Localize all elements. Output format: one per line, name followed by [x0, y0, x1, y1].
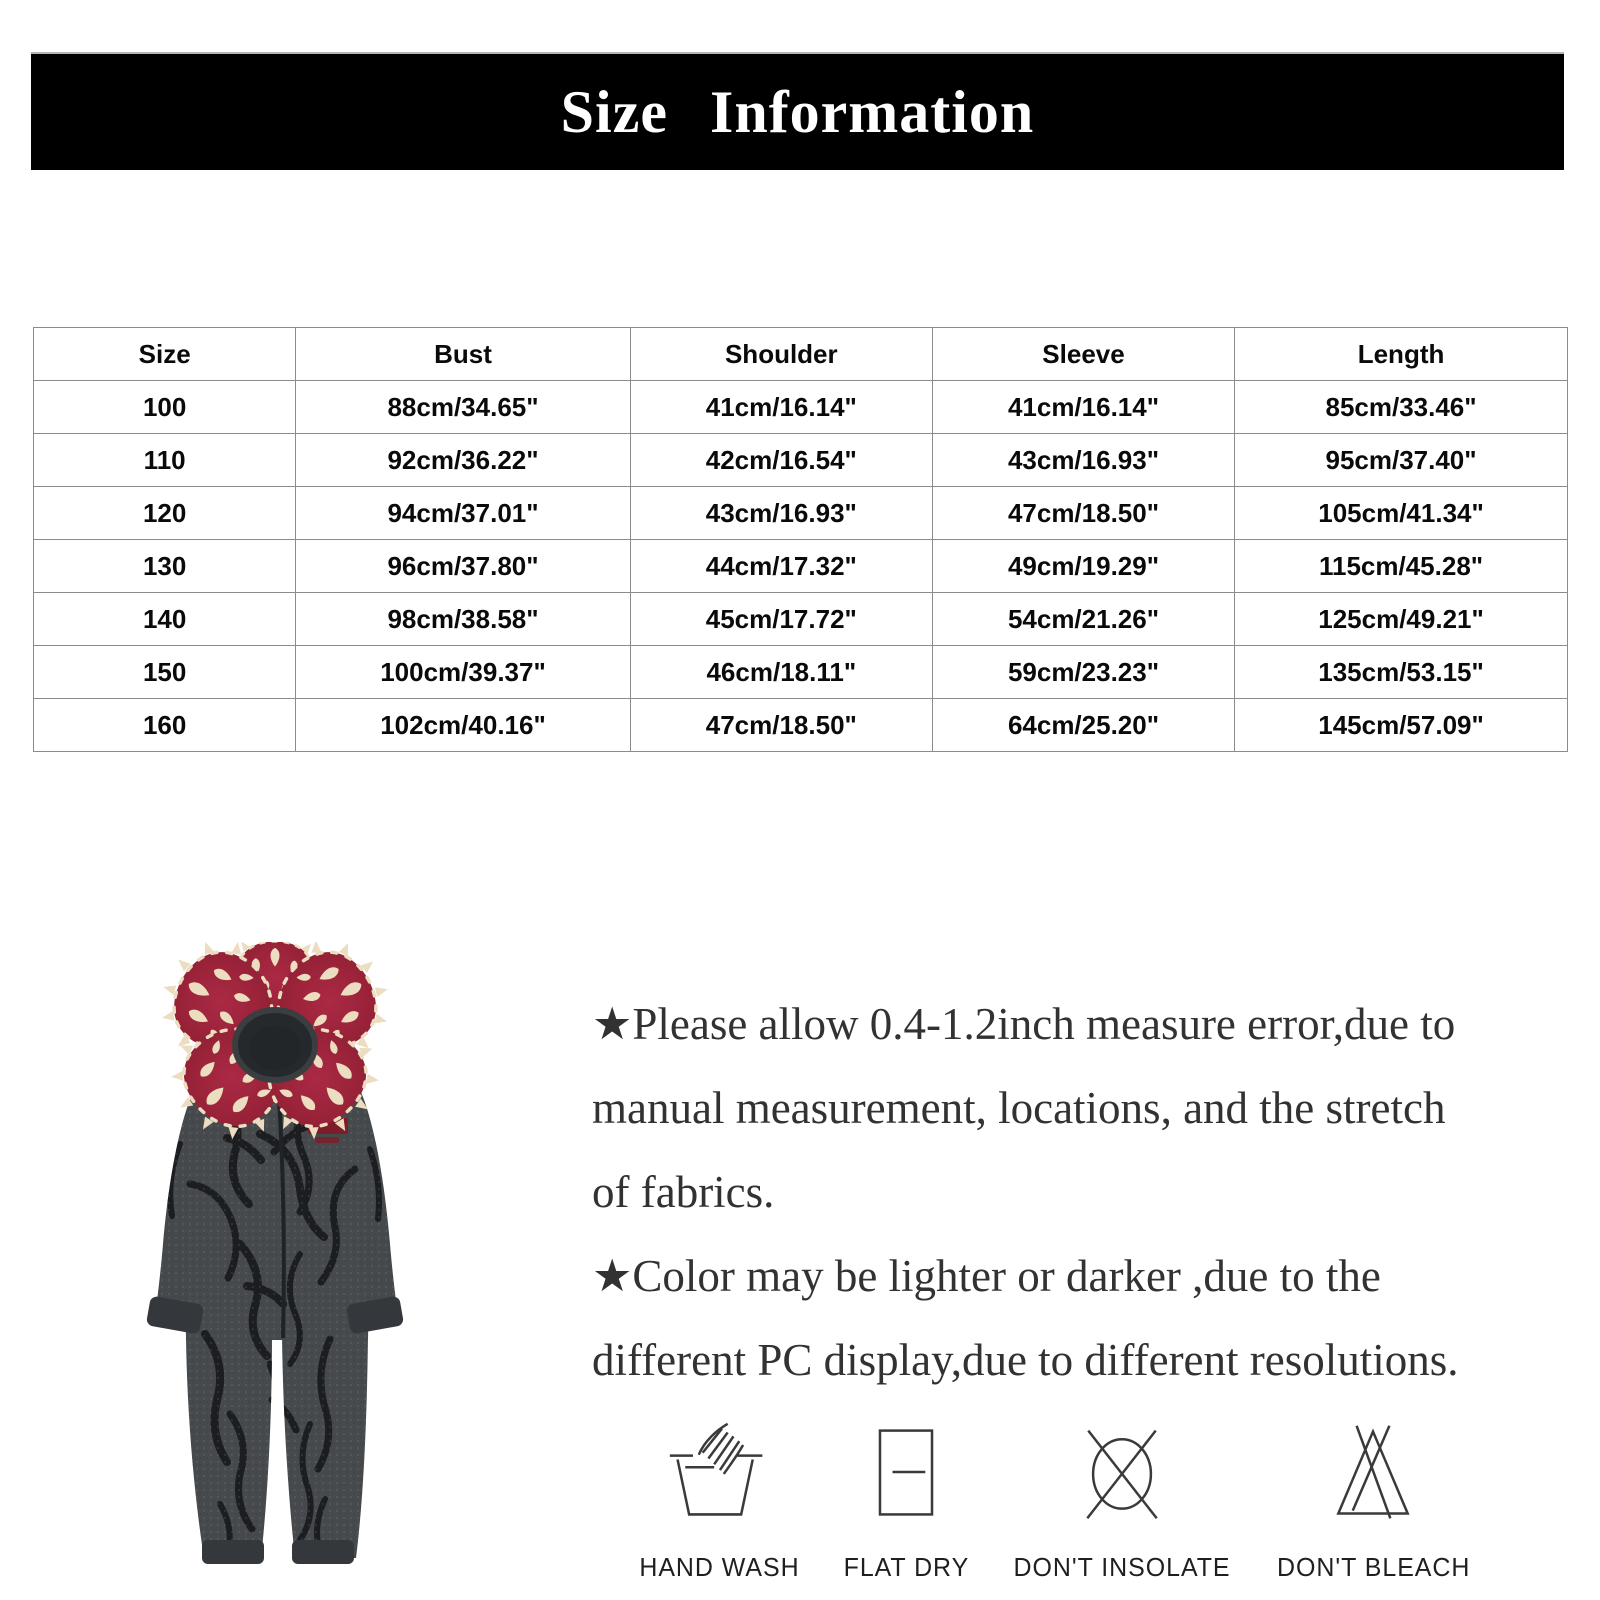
- hand-wash-icon: [666, 1420, 772, 1526]
- column-header: Shoulder: [630, 328, 932, 381]
- note-line: manual measurement, locations, and the stretch: [592, 1083, 1446, 1133]
- table-cell: 105cm/41.34": [1235, 487, 1568, 540]
- table-cell: 44cm/17.32": [630, 540, 932, 593]
- right-ankle-cuff: [292, 1540, 354, 1564]
- table-cell: 125cm/49.21": [1235, 593, 1568, 646]
- size-table: [33, 327, 1568, 752]
- table-cell: 135cm/53.15": [1235, 646, 1568, 699]
- column-header: Bust: [296, 328, 630, 381]
- table-cell: 110: [34, 434, 296, 487]
- column-header: Sleeve: [932, 328, 1234, 381]
- table-cell: 85cm/33.46": [1235, 381, 1568, 434]
- note-line: different PC display,due to different resolutions.: [592, 1335, 1459, 1385]
- chest-logo-subline: [315, 1137, 339, 1143]
- size-table-wrapper: [33, 327, 1568, 752]
- dont-insolate-icon: [1069, 1420, 1175, 1526]
- table-row: [34, 646, 1568, 699]
- note-line: ★Color may be lighter or darker ,due to the: [592, 1251, 1381, 1301]
- care-label: HAND WASH: [639, 1552, 800, 1582]
- left-ankle-cuff: [202, 1540, 264, 1564]
- table-cell: 59cm/23.23": [932, 646, 1234, 699]
- care-label: DON'T BLEACH: [1276, 1552, 1470, 1582]
- care-item-dont-insolate: [1009, 1420, 1235, 1583]
- table-cell: 54cm/21.26": [932, 593, 1234, 646]
- table-cell: 47cm/18.50": [630, 699, 932, 752]
- table-cell: 150: [34, 646, 296, 699]
- measurement-notes: [592, 982, 1557, 1402]
- table-cell: 64cm/25.20": [932, 699, 1234, 752]
- table-cell: 98cm/38.58": [296, 593, 630, 646]
- table-cell: 95cm/37.40": [1235, 434, 1568, 487]
- table-cell: 47cm/18.50": [932, 487, 1234, 540]
- table-cell: 102cm/40.16": [296, 699, 630, 752]
- table-cell: 49cm/19.29": [932, 540, 1234, 593]
- table-cell: 160: [34, 699, 296, 752]
- care-item-hand-wash: [636, 1420, 803, 1583]
- table-cell: 100cm/39.37": [296, 646, 630, 699]
- hood-interior: [249, 1026, 301, 1070]
- care-label: FLAT DRY: [843, 1552, 969, 1582]
- table-cell: 94cm/37.01": [296, 487, 630, 540]
- care-item-dont-bleach: [1273, 1420, 1474, 1583]
- table-cell: 96cm/37.80": [296, 540, 630, 593]
- table-cell: 115cm/45.28": [1235, 540, 1568, 593]
- table-header-row: [34, 328, 1568, 381]
- table-row: [34, 381, 1568, 434]
- table-row: [34, 699, 1568, 752]
- table-cell: 46cm/18.11": [630, 646, 932, 699]
- page-title: Size Information: [560, 78, 1035, 145]
- table-cell: 45cm/17.72": [630, 593, 932, 646]
- product-image: [118, 942, 434, 1590]
- column-header: Length: [1235, 328, 1568, 381]
- care-item-flat-dry: [841, 1420, 972, 1583]
- note-line: of fabrics.: [592, 1167, 775, 1217]
- care-label: DON'T INSOLATE: [1013, 1552, 1231, 1582]
- care-instructions: [636, 1420, 1474, 1583]
- table-cell: 140: [34, 593, 296, 646]
- onesie-illustration: [118, 942, 434, 1590]
- table-row: [34, 593, 1568, 646]
- table-cell: 41cm/16.14": [630, 381, 932, 434]
- flat-dry-icon: [853, 1420, 959, 1526]
- table-cell: 41cm/16.14": [932, 381, 1234, 434]
- table-cell: 88cm/34.65": [296, 381, 630, 434]
- note-line: ★Please allow 0.4-1.2inch measure error,due to: [592, 999, 1456, 1049]
- table-row: [34, 487, 1568, 540]
- table-row: [34, 540, 1568, 593]
- dont-bleach-icon: [1320, 1420, 1426, 1526]
- table-cell: 120: [34, 487, 296, 540]
- table-row: [34, 434, 1568, 487]
- size-information-banner: [31, 52, 1564, 170]
- table-cell: 42cm/16.54": [630, 434, 932, 487]
- table-cell: 100: [34, 381, 296, 434]
- table-cell: 145cm/57.09": [1235, 699, 1568, 752]
- table-cell: 92cm/36.22": [296, 434, 630, 487]
- table-cell: 130: [34, 540, 296, 593]
- table-cell: 43cm/16.93": [630, 487, 932, 540]
- table-cell: 43cm/16.93": [932, 434, 1234, 487]
- column-header: Size: [34, 328, 296, 381]
